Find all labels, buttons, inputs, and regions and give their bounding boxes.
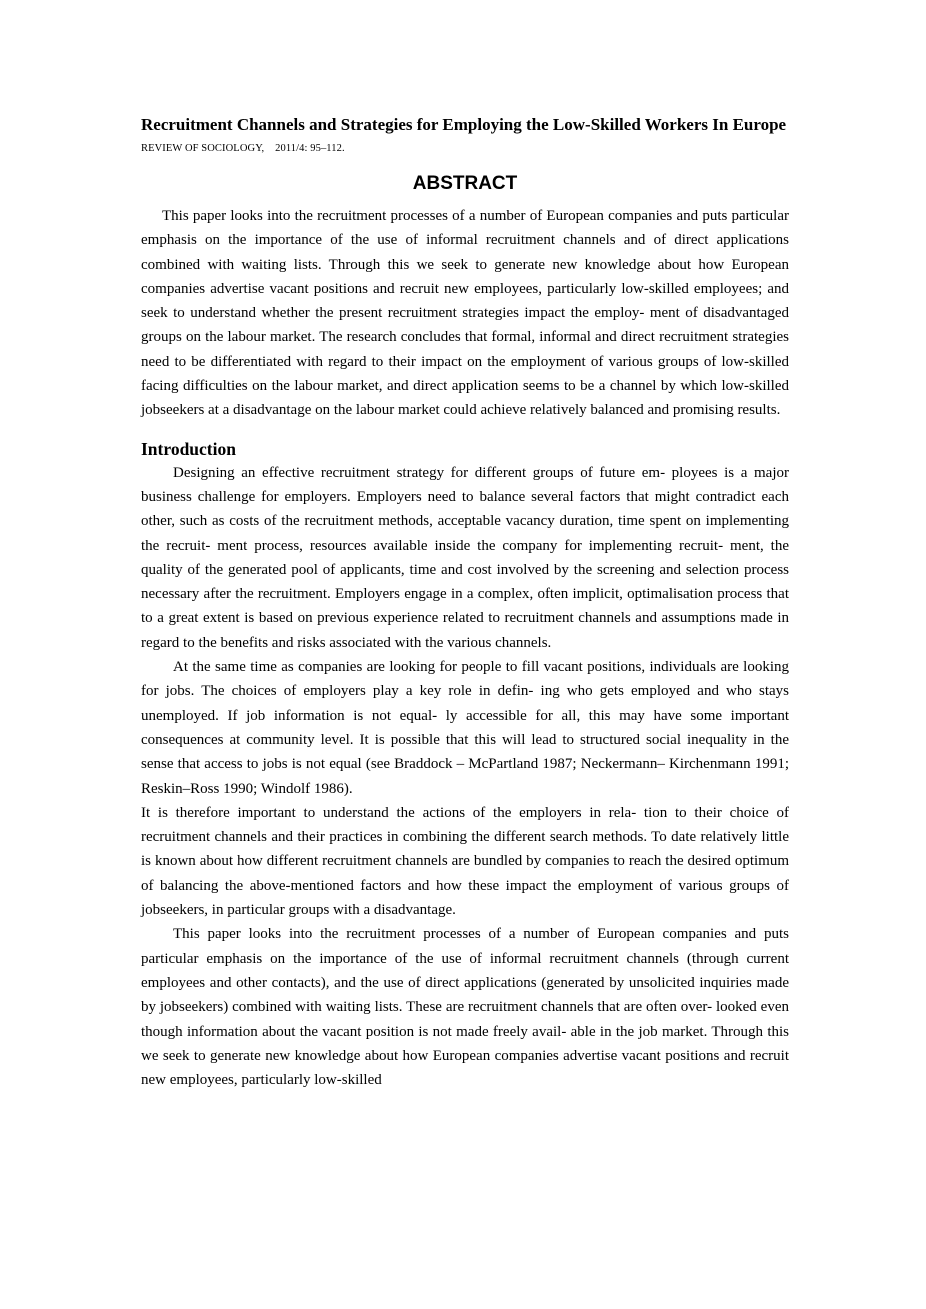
abstract-heading: ABSTRACT bbox=[412, 173, 518, 194]
abstract-paragraph: This paper looks into the recruitment processes of a number of European companies and puts particular emphasis on the importance of the use of informal recruitment channels and of direct applications combined with waiting lists. Through this we seek to generate new knowledge about how European companies advertise vacant positions and recruit new employees, particularly low-skilled employees; and seek to understand whether the present recruitment strategies impact the employ- ment of disadvantaged groups on the labour market. The research concludes that formal, informal and direct recruitment strategies need to be differentiated with regard to their impact on the employment of various groups of low-skilled facing difficulties on the labour market, and direct application seems to be a channel by which low-skilled jobseekers at a disadvantage on the labour market could achieve relatively balanced and promising results. bbox=[141, 208, 789, 419]
introduction-heading: Introduction bbox=[141, 438, 236, 459]
journal-citation: REVIEW OF SOCIOLOGY, 2011/4: 95–112. bbox=[141, 143, 345, 154]
intro-paragraph-2: At the same time as companies are looking for people to fill vacant positions, individuals are looking for jobs. The choices of employers play a key role in defin- ing who gets employed and who stays unemployed. If job information is not equal- ly accessible for all, this may have some important consequences at community level. It is possible that this will lead to structured social inequality in the sense that access to jobs is not equal (see Braddock – McPartland 1987; Neckermann– Kirchenmann 1991; Reskin–Ross 1990; Windolf 1986). bbox=[141, 659, 789, 797]
paper-page bbox=[141, 113, 789, 1092]
intro-paragraph-3: It is therefore important to understand the actions of the employers in rela- tion to their choice of recruitment channels and their practices in combining the different search methods. To date relatively little is known about how different recruitment channels are bundled by companies to reach the desired optimum of balancing the above-mentioned factors and how these impact the employment of various groups of jobseekers, in particular groups with a disadvantage. bbox=[141, 804, 789, 919]
intro-paragraph-4: This paper looks into the recruitment processes of a number of European companies and puts particular emphasis on the importance of the use of informal recruitment channels (through current employees and other contacts), and the use of direct applications (generated by unsolicited inquiries made by jobseekers) combined with waiting lists. These are recruitment channels that are often over- looked even though information about the vacant position is not made freely avail- able in the job market. Through this we seek to generate new knowledge about how European companies advertise vacant positions and recruit new employees, particularly low-skilled bbox=[141, 926, 789, 1089]
paper-title: Recruitment Channels and Strategies for Employing the Low-Skilled Workers In Europe bbox=[141, 115, 787, 134]
intro-paragraph-1: Designing an effective recruitment strategy for different groups of future em- ployees is a major business challenge for employers. Employers need to balance several factors that might contradict each other, such as costs of the recruitment methods, acceptable vacancy duration, time spent on implementing the recruit- ment process, resources available inside the company for implementing recruit- ment, the quality of the generated pool of applicants, time and cost involved by the screening and selection process necessary after the recruitment. Employers engage in a complex, often implicit, optimalisation process that to a great extent is based on previous experience related to recruitment channels and assumptions made in regard to the benefits and risks associated with the various channels. bbox=[141, 464, 789, 651]
